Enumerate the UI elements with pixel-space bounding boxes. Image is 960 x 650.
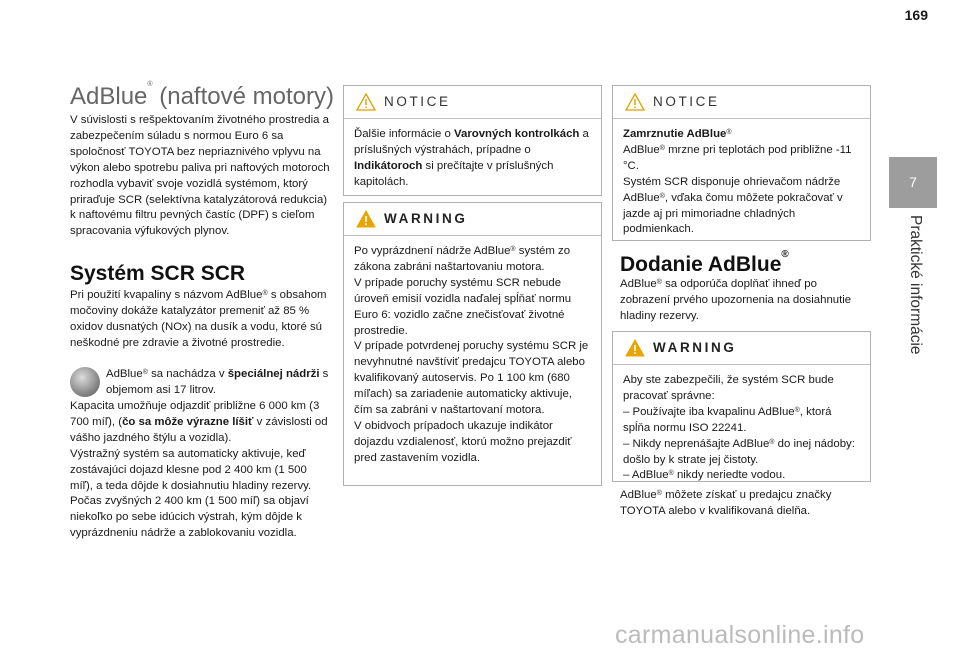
scr-p1-b: s obsahom močoviny dokáže katalyzátor premeniť až 85 % oxidov dusnatých (NOx) na dusík a vodu, ktoré sú neškodné pre zdravie a životné prostredie. bbox=[70, 289, 327, 349]
intro-text: V súvislosti s rešpektovaním životného prostredia a zabezpečením súladu s normou Euro 6 sa spoločnosť TOYOTA bez nepriaznivého vplyvu na výkon alebo spotrebu paliva pri naftových motoroch rozhodla vybaviť svoje vozidlá systémom, ktorý priraďuje SCR (selektívna katalyzátorová redukcia) k naftovému filtru pevných častíc (DPF) s cieľom spracovania výfukových plynov. bbox=[70, 114, 330, 238]
warn-b1-a: – Používajte iba kvapalinu AdBlue bbox=[623, 405, 795, 418]
notice-box bbox=[343, 85, 602, 196]
title-suffix: (naftové motory) bbox=[152, 83, 334, 110]
warn-intro: Aby ste zabezpečili, že systém SCR bude pracovať správne: bbox=[623, 374, 834, 402]
tank-a: AdBlue bbox=[106, 368, 143, 380]
reg-mark: ® bbox=[781, 249, 789, 260]
warn-b1-b: , ktorá spĺňa normu ISO 22241. bbox=[623, 405, 832, 434]
scr-paragraph-1 bbox=[70, 288, 332, 352]
notice-triangle-icon bbox=[625, 93, 645, 111]
reg-mark: ® bbox=[794, 406, 800, 414]
warning-p2: V prípade poruchy systému SCR nebude úroveň emisií vozidla naďalej spĺňať normu Euro 6: vozidlo začne znečisťovať životné prostredie. bbox=[354, 276, 572, 337]
dodanie-paragraph bbox=[620, 277, 870, 325]
scr-p3: Výstražný systém sa automaticky aktivuje, keď zostávajúci dojazd klesne pod 2 400 km (1 500 míľ), a teda dôjde k dosiahnutiu hladiny rezervy. Počas zvyšných 2 400 km (1 500 míľ) sa objaví niekoľko po sebe idúcich výstrah, kým dôjde k vyprázdneniu nádrže a zablokovaniu vozidla. bbox=[70, 447, 312, 540]
warning-box bbox=[343, 202, 602, 486]
notice-bold-2: Indikátoroch bbox=[354, 159, 423, 172]
warn-b2-b: do inej nádoby: došlo by k strate jej čistoty. bbox=[623, 437, 855, 466]
chapter-title bbox=[895, 215, 935, 390]
warning-p4: V obidvoch prípadoch ukazuje indikátor dojazdu vzdialenosť, ktorú možno prejazdiť pred zastavením vozidla. bbox=[354, 419, 572, 464]
reg-mark: ® bbox=[659, 192, 665, 200]
dodanie-b: sa odporúča doplňať ihneď po zobrazení prvého upozornenia na dosiahnutie hladiny rezervy. bbox=[620, 278, 852, 322]
notice-label: NOTICE bbox=[653, 94, 720, 109]
reg-mark: ® bbox=[510, 246, 516, 253]
freeze-p2-a: Systém SCR disponuje ohrievačom nádrže AdBlue bbox=[623, 175, 841, 204]
watermark[interactable]: carmanualsonline.info bbox=[615, 621, 865, 649]
notice-bold-1: Varovných kontrolkách bbox=[454, 128, 580, 140]
adblue-tank-icon bbox=[70, 367, 100, 397]
notice-c: si prečítajte v príslušných kapitolách. bbox=[354, 159, 554, 188]
page-number: 169 bbox=[904, 7, 928, 23]
freeze-notice-header bbox=[613, 86, 870, 119]
adblue-warning-body bbox=[613, 365, 870, 494]
warning-p1-a: Po vyprázdnení nádrže AdBlue bbox=[354, 245, 511, 257]
warn-b3-a: – AdBlue bbox=[623, 469, 669, 482]
reg-mark: ® bbox=[262, 290, 268, 297]
page-title bbox=[70, 83, 334, 111]
reg-mark: ® bbox=[726, 129, 732, 136]
warning-label: WARNING bbox=[384, 211, 468, 226]
warning-p1-b: systém zo zákona zabráni naštartovaniu motora. bbox=[354, 245, 571, 273]
range-bold: čo sa môže výrazne líšiť bbox=[122, 415, 254, 428]
warning-label: WARNING bbox=[653, 340, 737, 355]
notice-label: NOTICE bbox=[384, 94, 451, 109]
chapter-title-text: Praktické informácie bbox=[907, 215, 924, 355]
scr-paragraph-2 bbox=[70, 399, 332, 542]
freeze-p1-b: mrzne pri teplotách pod približne -11 °C. bbox=[623, 143, 852, 172]
reg-mark: ® bbox=[659, 144, 665, 152]
reg-mark: ® bbox=[656, 490, 662, 497]
reg-mark: ® bbox=[668, 470, 674, 478]
notice-b: a príslušných výstrahách, prípadne o bbox=[354, 128, 589, 156]
freeze-notice-body bbox=[613, 119, 870, 248]
tank-paragraph bbox=[106, 367, 332, 399]
footer-b: môžete získať u predajcu značky TOYOTA alebo v kvalifikovaná dielňa. bbox=[620, 489, 832, 517]
reg-mark: ® bbox=[142, 369, 148, 376]
tank-bold: špeciálnej nádrži bbox=[227, 368, 320, 380]
reg-mark: ® bbox=[147, 81, 153, 88]
freeze-p2-b: , vďaka čomu môžete pokračovať v jazde aj pri mimoriadne chladných podmienkach. bbox=[623, 191, 843, 236]
warn-b2-a: – Nikdy neprenášajte AdBlue bbox=[623, 437, 770, 450]
adblue-warning-header bbox=[613, 332, 870, 365]
title-main: AdBlue bbox=[70, 83, 148, 110]
range-b: v závislosti od vášho jazdného štýlu a vozidla). bbox=[70, 415, 328, 444]
chapter-tab-number[interactable]: 7 bbox=[889, 157, 937, 208]
warning-header bbox=[344, 203, 601, 236]
notice-triangle-icon bbox=[356, 93, 376, 111]
freeze-p1-a: AdBlue bbox=[623, 143, 660, 156]
warning-triangle-icon bbox=[356, 210, 376, 228]
scr-heading: Systém SCR SCR bbox=[70, 262, 246, 285]
intro-paragraph bbox=[70, 113, 332, 240]
warn-b3-b: nikdy neriedte vodou. bbox=[673, 469, 786, 482]
footer-paragraph bbox=[620, 488, 870, 520]
notice-body bbox=[344, 119, 601, 201]
tank-c: s objemom asi 17 litrov. bbox=[106, 368, 329, 396]
reg-mark: ® bbox=[656, 279, 662, 286]
notice-header bbox=[344, 86, 601, 119]
freeze-title: Zamrznutie AdBlue bbox=[623, 128, 727, 140]
dodanie-title: Dodanie AdBlue bbox=[620, 253, 782, 276]
range-a: Kapacita umožňuje odjazdiť približne 6 000 km (3 700 míľ), ( bbox=[70, 400, 320, 428]
notice-a: Ďalšie informácie o bbox=[354, 128, 455, 140]
warning-triangle-icon bbox=[625, 339, 645, 357]
adblue-warning-box bbox=[612, 331, 871, 482]
dodanie-a: AdBlue bbox=[620, 278, 657, 290]
reg-mark: ® bbox=[769, 438, 775, 446]
tank-b: sa nachádza v bbox=[147, 368, 228, 380]
warning-p3: V prípade potvrdenej poruchy systému SCR je nevyhnutné navštíviť predajcu TOYOTA alebo kvalifikovaný autoservis. Po 1 100 km (680 míľach) sa zariadenie automaticky aktivuje, čím sa zabráni v naštartovaní motora. bbox=[354, 340, 589, 417]
dodanie-heading bbox=[620, 249, 789, 277]
freeze-notice-box bbox=[612, 85, 871, 241]
scr-p1-a: Pri použití kvapaliny s názvom AdBlue bbox=[70, 289, 263, 301]
footer-a: AdBlue bbox=[620, 489, 657, 501]
warning-body bbox=[344, 236, 601, 477]
